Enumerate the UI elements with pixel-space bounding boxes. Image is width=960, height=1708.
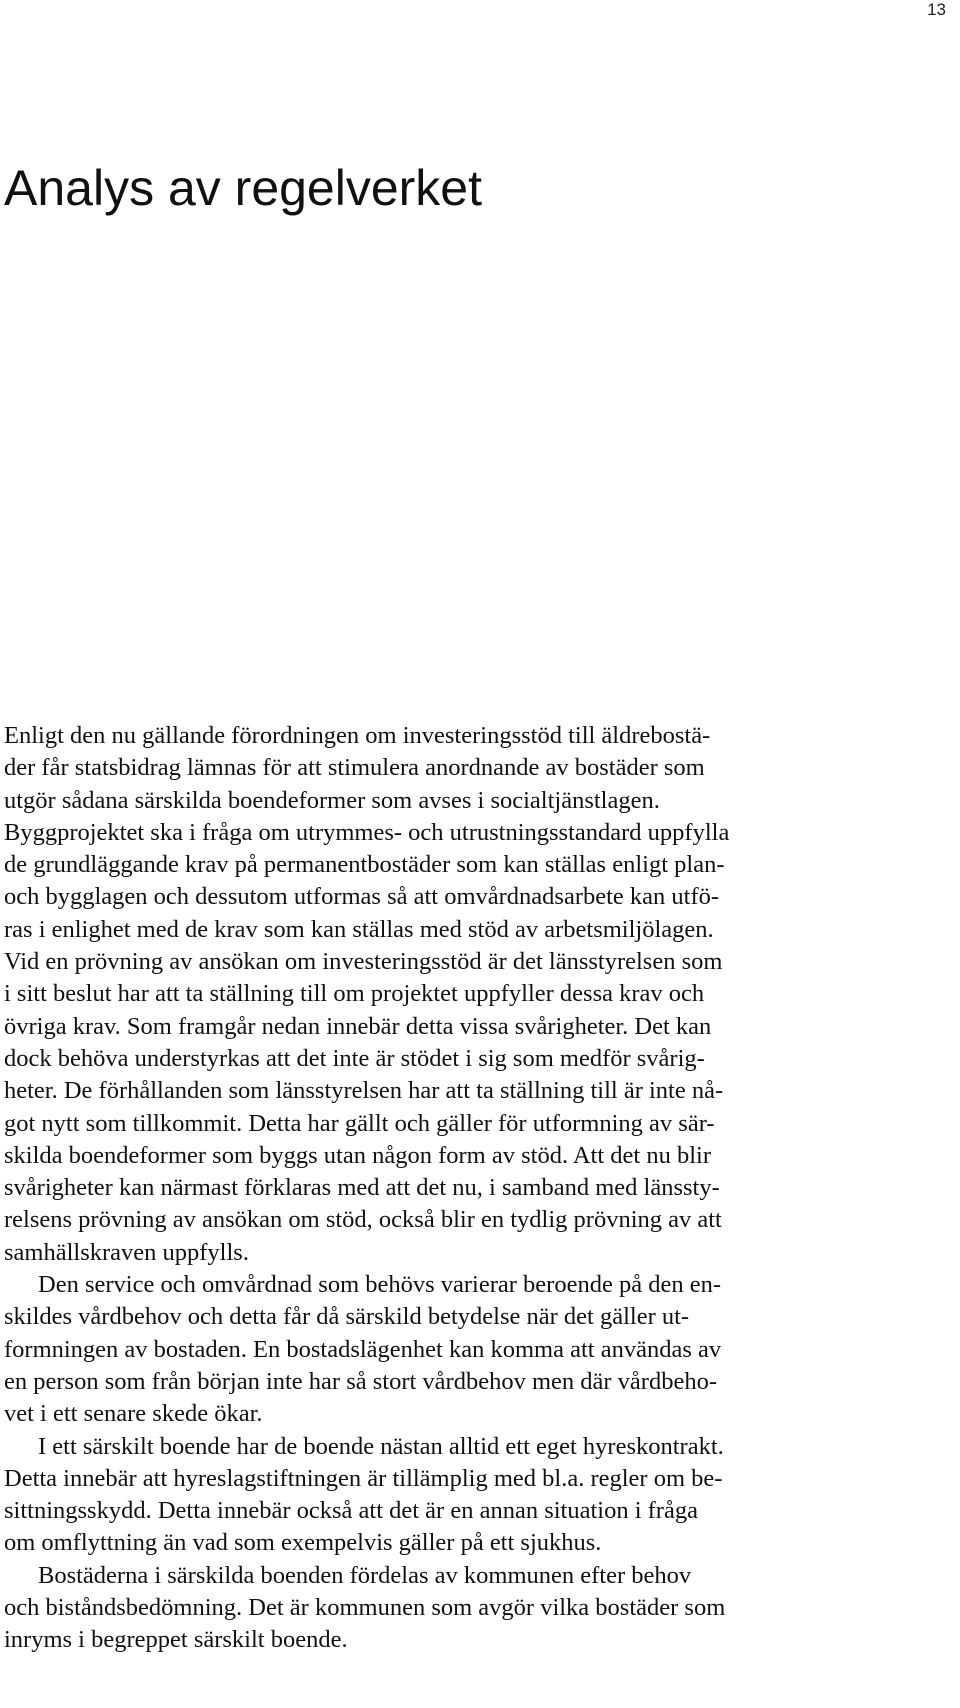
- text-line: de grundläggande krav på permanentbostäder som kan ställas enligt plan-: [4, 851, 725, 879]
- text-line: der får statsbidrag lämnas för att stimulera anordnande av bostäder som: [4, 754, 705, 782]
- paragraph: [4, 1269, 884, 1430]
- page-number: 13: [927, 0, 946, 19]
- text-line: Den service och omvårdnad som behövs varierar beroende på den en-: [38, 1271, 721, 1299]
- text-line: svårigheter kan närmast förklaras med att det nu, i samband med länssty-: [4, 1174, 720, 1202]
- text-line: utgör sådana särskilda boendeformer som avses i socialtjänstlagen.: [4, 786, 660, 814]
- page-title: Analys av regelverket: [4, 160, 483, 216]
- paragraph: [4, 1560, 884, 1657]
- text-line: och biståndsbedömning. Det är kommunen som avgör vilka bostäder som: [4, 1594, 726, 1622]
- text-line: inryms i begreppet särskilt boende.: [4, 1626, 348, 1654]
- text-line: dock behöva understyrkas att det inte är stödet i sig som medför svårig-: [4, 1044, 705, 1072]
- text-line: heter. De förhållanden som länsstyrelsen har att ta ställning till är inte nå-: [4, 1077, 724, 1105]
- text-line: och bygglagen och dessutom utformas så att omvårdnadsarbete kan utfö-: [4, 883, 720, 911]
- text-line: Detta innebär att hyreslagstiftningen är tillämplig med bl.a. regler om be-: [4, 1464, 723, 1492]
- text-line: formningen av bostaden. En bostadslägenhet kan komma att användas av: [4, 1335, 722, 1363]
- text-line: en person som från början inte har så stort vårdbehov men där vårdbeho-: [4, 1367, 717, 1395]
- text-line: skildes vårdbehov och detta får då särskild betydelse när det gäller ut-: [4, 1303, 690, 1331]
- paragraph: [4, 1431, 884, 1560]
- text-line: got nytt som tillkommit. Detta har gällt och gäller för utformning av sär-: [4, 1109, 715, 1137]
- paragraph: [4, 720, 884, 1269]
- text-line: I ett särskilt boende har de boende nästan alltid ett eget hyreskontrakt.: [38, 1432, 724, 1460]
- text-line: Bostäderna i särskilda boenden fördelas av kommunen efter behov: [38, 1561, 692, 1589]
- text-line: ras i enlighet med de krav som kan ställas med stöd av arbetsmiljölagen.: [4, 915, 714, 943]
- text-line: sittningsskydd. Detta innebär också att det är en annan situation i fråga: [4, 1497, 698, 1525]
- text-line: övriga krav. Som framgår nedan innebär detta vissa svårigheter. Det kan: [4, 1012, 712, 1040]
- text-line: vet i ett senare skede ökar.: [4, 1400, 263, 1428]
- text-line: i sitt beslut har att ta ställning till om projektet uppfyller dessa krav och: [4, 980, 705, 1008]
- text-line: samhällskraven uppfylls.: [4, 1238, 249, 1266]
- text-line: Enligt den nu gällande förordningen om investeringsstöd till äldrebostä-: [4, 722, 711, 749]
- text-line: skilda boendeformer som byggs utan någon form av stöd. Att det nu blir: [4, 1141, 711, 1169]
- text-line: Vid en prövning av ansökan om investeringsstöd är det länsstyrelsen som: [4, 948, 723, 976]
- text-line: Byggprojektet ska i fråga om utrymmes- och utrustningsstandard uppfylla: [4, 818, 730, 846]
- text-line: relsens prövning av ansökan om stöd, också blir en tydlig prövning av att: [4, 1206, 722, 1234]
- text-line: om omflyttning än vad som exempelvis gäller på ett sjukhus.: [4, 1529, 602, 1557]
- body-text: [4, 720, 884, 1657]
